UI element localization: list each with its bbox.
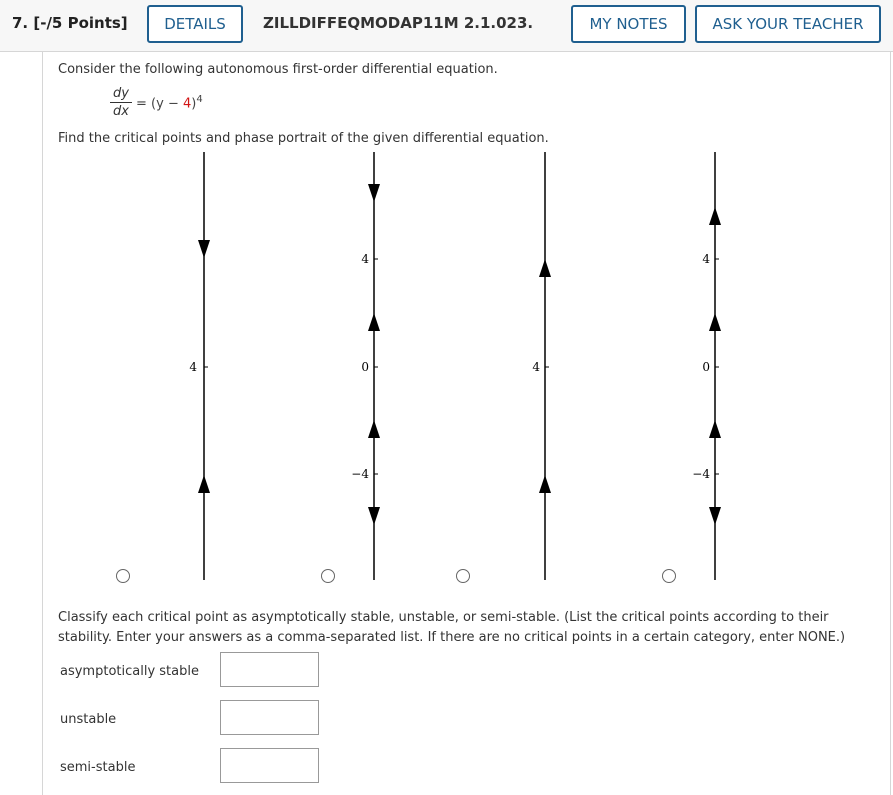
arrow-down-icon: [368, 184, 380, 202]
tick-label-b-4: 4: [361, 252, 369, 266]
unstable-label: unstable: [60, 712, 117, 727]
arrow-up-icon: [709, 313, 721, 331]
asymptotically-stable-label: asymptotically stable: [60, 664, 199, 679]
tick-label-b-neg4: −4: [351, 467, 369, 481]
eq-open: (y −: [151, 96, 183, 112]
phase-portrait-c: [532, 152, 551, 580]
arrow-up-icon: [539, 475, 551, 493]
ask-teacher-button[interactable]: ASK YOUR TEACHER: [695, 5, 881, 43]
tick-label-c-4: 4: [532, 360, 540, 374]
semi-stable-input[interactable]: [220, 748, 319, 783]
semi-stable-label: semi-stable: [60, 760, 136, 775]
arrow-up-icon: [709, 207, 721, 225]
eq-exponent: 4: [196, 94, 203, 105]
tick-label-d-0: 0: [702, 360, 710, 374]
phase-portrait-a: [189, 152, 210, 580]
problem-instruction: Find the critical points and phase portrait of the given differential equation.: [58, 131, 549, 146]
classify-instruction-line1: Classify each critical point as asymptotically stable, unstable, or semi-stable. (List the critical points according to their: [58, 610, 829, 625]
tick-label-a-4: 4: [189, 360, 197, 374]
arrow-up-icon: [368, 420, 380, 438]
equals-sign: =: [136, 96, 147, 112]
arrow-up-icon: [709, 420, 721, 438]
fraction-numerator: dy: [113, 86, 129, 101]
eq-constant: 4: [182, 96, 192, 112]
arrow-down-icon: [198, 240, 210, 258]
radio-option-a[interactable]: [116, 569, 130, 583]
details-button[interactable]: DETAILS: [147, 5, 243, 43]
fraction-denominator: dx: [113, 104, 129, 119]
tick-label-d-4: 4: [702, 252, 710, 266]
radio-option-b[interactable]: [321, 569, 335, 583]
classify-instruction-line2: stability. Enter your answers as a comma-separated list. If there are no critical points in a certain category, enter NONE.): [58, 630, 846, 645]
question-code: ZILLDIFFEQMODAP11M 2.1.023.: [263, 14, 534, 32]
phase-portrait-b: [351, 152, 380, 580]
tick-label-d-neg4: −4: [692, 467, 710, 481]
asymptotically-stable-input[interactable]: [220, 652, 319, 687]
my-notes-button[interactable]: MY NOTES: [571, 5, 686, 43]
arrow-up-icon: [368, 313, 380, 331]
arrow-down-icon: [709, 507, 721, 525]
tick-label-b-0: 0: [361, 360, 369, 374]
problem-intro: Consider the following autonomous first-order differential equation.: [58, 62, 498, 77]
arrow-up-icon: [539, 259, 551, 277]
arrow-down-icon: [368, 507, 380, 525]
unstable-input[interactable]: [220, 700, 319, 735]
radio-option-c[interactable]: [456, 569, 470, 583]
eq-close: ): [191, 96, 197, 112]
radio-option-d[interactable]: [662, 569, 676, 583]
question-number: 7. [-/5 Points]: [12, 14, 128, 32]
arrow-up-icon: [198, 475, 210, 493]
phase-portrait-d: [692, 152, 721, 580]
